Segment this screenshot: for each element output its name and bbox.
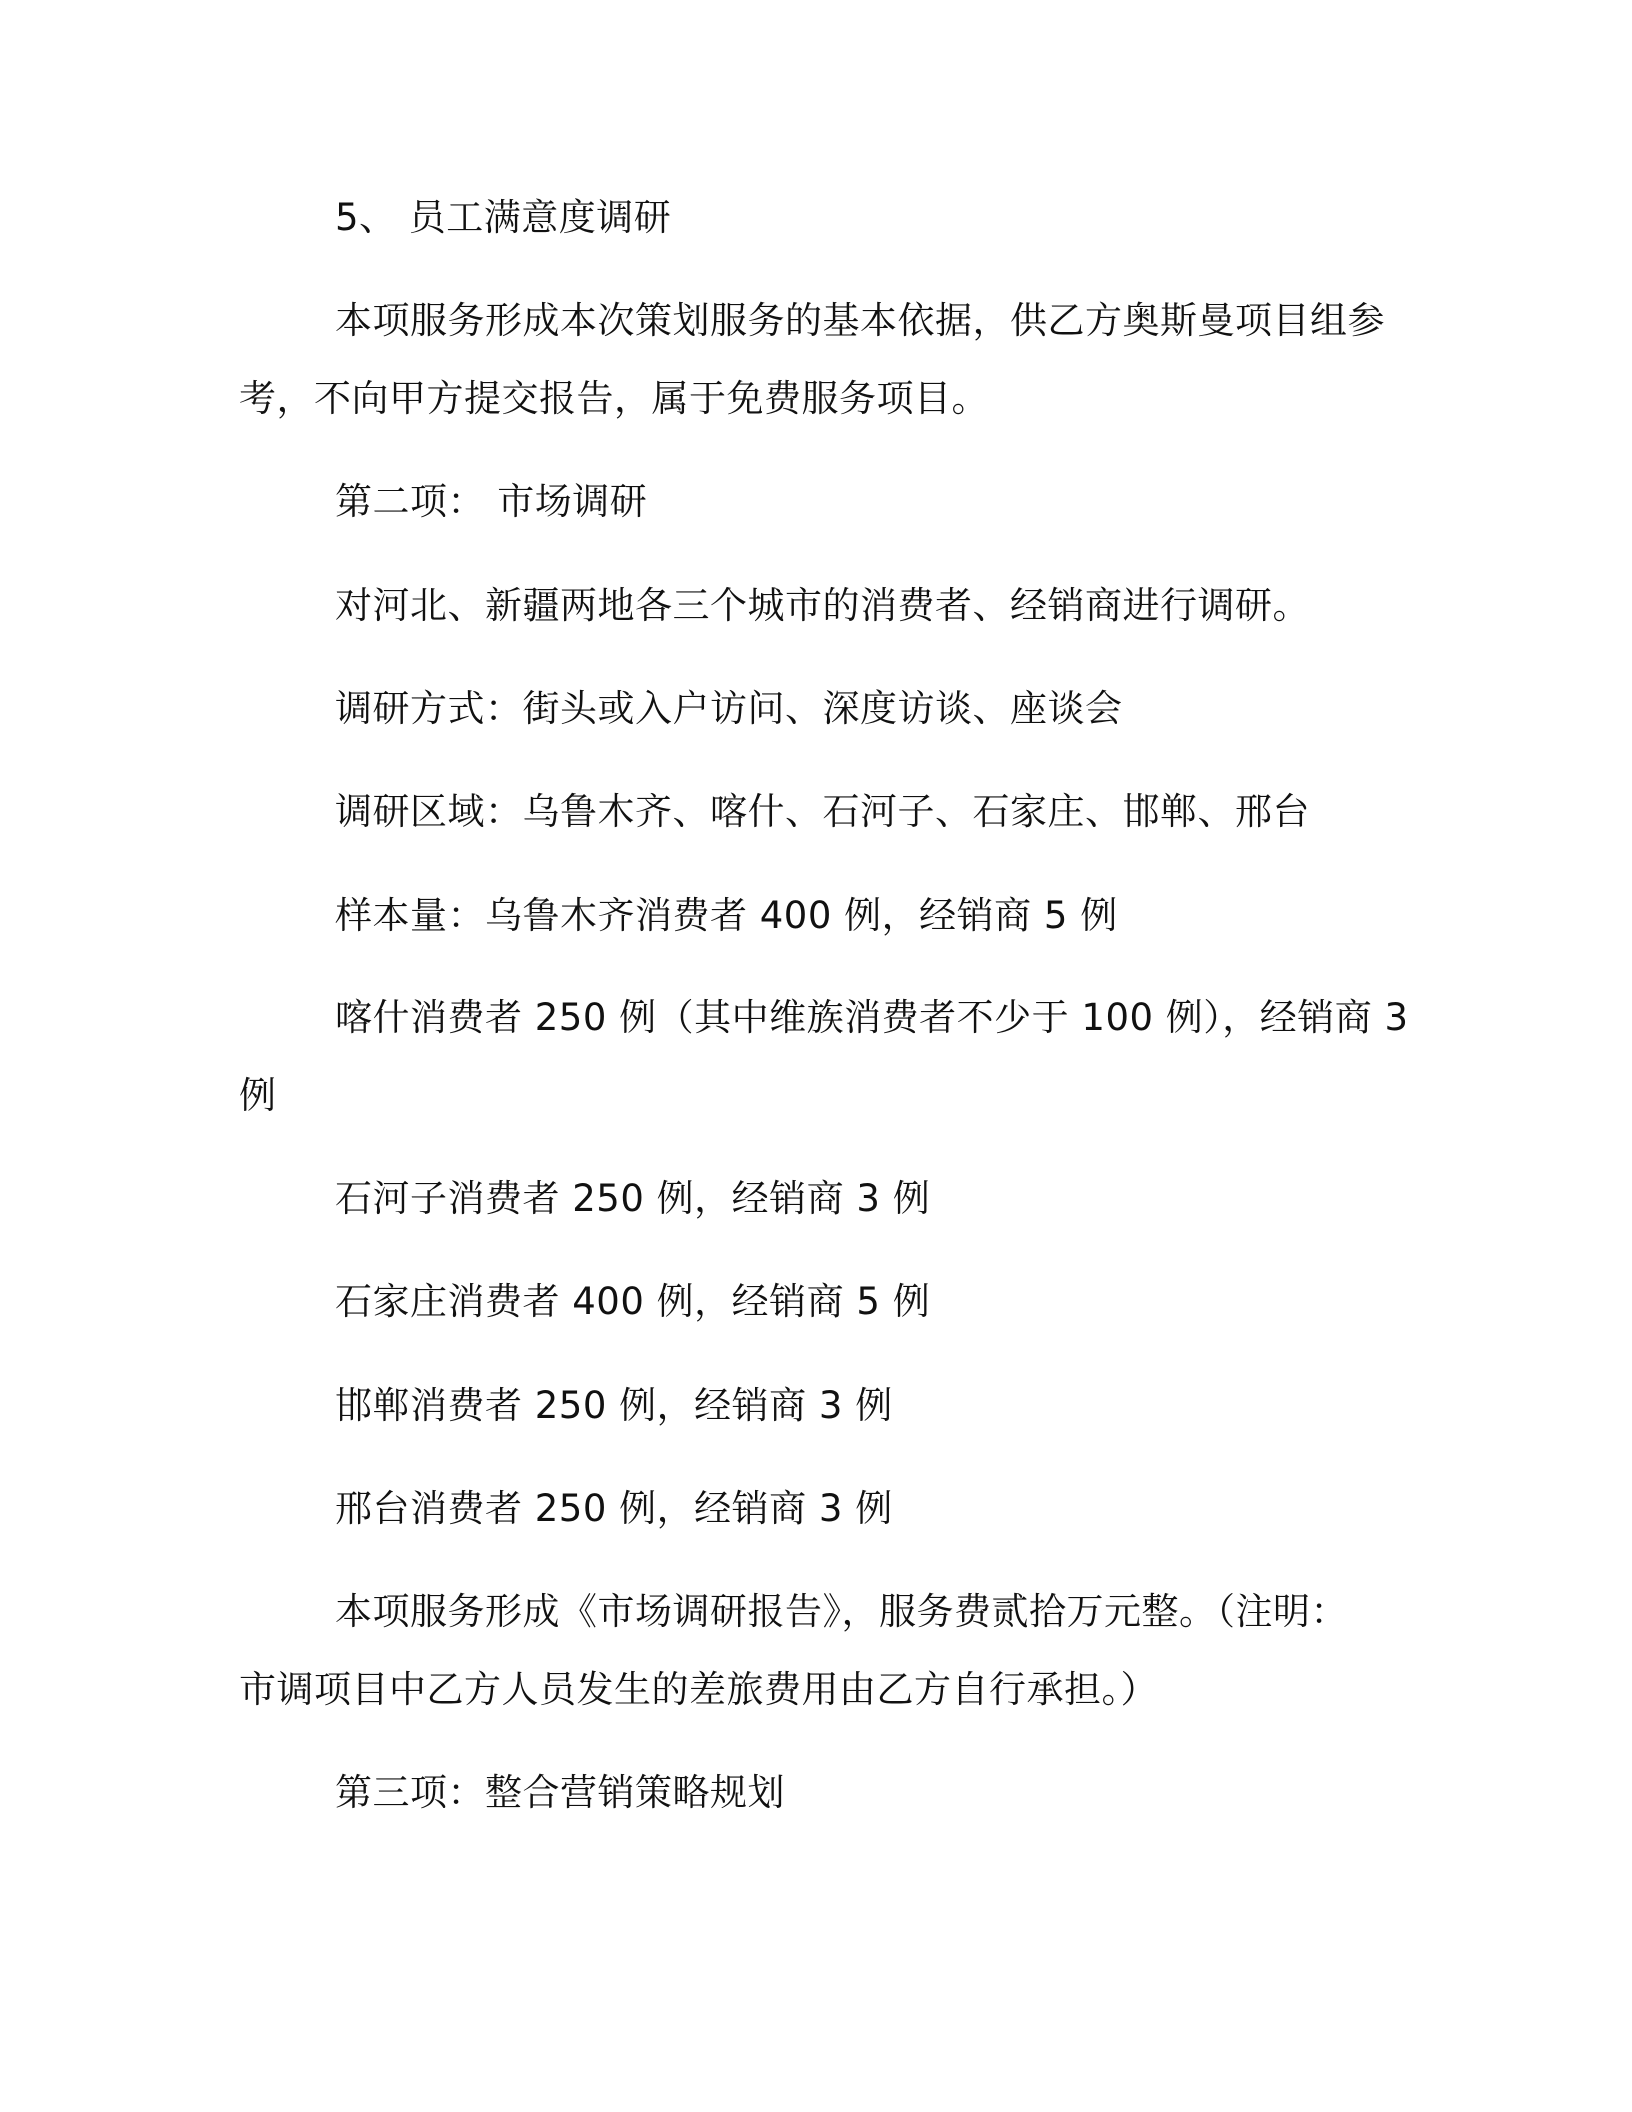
sample-size-line: 邢台消费者 250 例，经销商 3 例 bbox=[335, 1487, 893, 1530]
section-heading-integrated-marketing: 第三项：整合营销策略规划 bbox=[335, 1771, 785, 1814]
paragraph-line: 本项服务形成《市场调研报告》，服务费贰拾万元整。（注明： bbox=[335, 1590, 1348, 1633]
sample-size-line: 邯郸消费者 250 例，经销商 3 例 bbox=[335, 1384, 893, 1427]
item-heading-employee-satisfaction: 5、 员工满意度调研 bbox=[335, 196, 672, 239]
sample-size-line: 石河子消费者 250 例，经销商 3 例 bbox=[335, 1177, 931, 1220]
sample-size-line: 石家庄消费者 400 例，经销商 5 例 bbox=[335, 1280, 931, 1323]
sample-size-line: 样本量：乌鲁木齐消费者 400 例，经销商 5 例 bbox=[335, 894, 1118, 937]
sample-size-line: 例 bbox=[239, 1074, 277, 1117]
paragraph-line: 本项服务形成本次策划服务的基本依据，供乙方奥斯曼项目组参 bbox=[335, 299, 1385, 342]
section-heading-market-research: 第二项： 市场调研 bbox=[335, 480, 648, 523]
research-region-line: 调研区域：乌鲁木齐、喀什、石河子、石家庄、邯郸、邢台 bbox=[335, 790, 1310, 833]
research-method-line: 调研方式：街头或入户访问、深度访谈、座谈会 bbox=[335, 687, 1123, 730]
sample-size-line: 喀什消费者 250 例（其中维族消费者不少于 100 例），经销商 3 bbox=[335, 996, 1409, 1039]
paragraph-line: 考，不向甲方提交报告，属于免费服务项目。 bbox=[239, 377, 989, 420]
paragraph-line: 对河北、新疆两地各三个城市的消费者、经销商进行调研。 bbox=[335, 584, 1310, 627]
paragraph-line: 市调项目中乙方人员发生的差旅费用由乙方自行承担。） bbox=[239, 1668, 1158, 1711]
